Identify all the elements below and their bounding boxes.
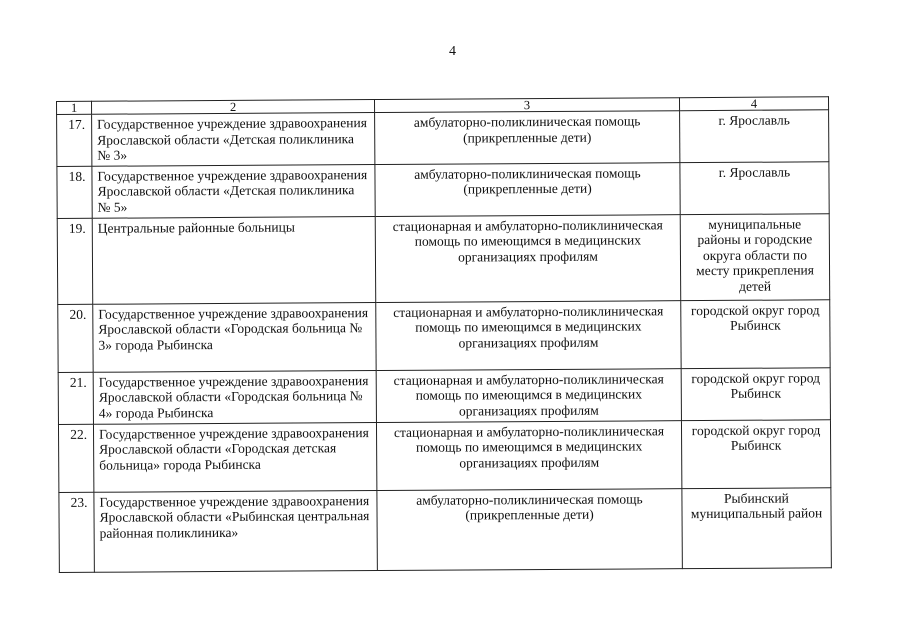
organization-cell: Государственное учреждение здравоохранения Ярославской области «Городская больница № 3» города Рыбинска [93,302,376,372]
table-row [57,161,829,218]
row-number: 21. [58,372,93,424]
organization-cell: Государственное учреждение здравоохранения Ярославской области «Рыбинская центральная районная поликлиника» [94,490,377,572]
territory-cell: городской округ город Рыбинск [681,367,830,420]
row-number: 20. [58,304,93,372]
care-type-cell: стационарная и амбулаторно-поликлиническая помощь по имеющимся в медицинских организациях профилям [376,300,681,370]
territory-cell: г. Ярославль [680,110,829,162]
territory-cell: Рыбинский муниципальный район [682,487,831,568]
row-number: 17. [57,114,92,166]
organization-cell: Государственное учреждение здравоохранения Ярославской области «Детская поликлиника № 5» [92,164,375,218]
care-type-cell: стационарная и амбулаторно-поликлиническая помощь по имеющимся в медицинских организациях профилям [375,214,681,302]
table-row [58,419,830,492]
table-row [59,487,831,572]
territory-cell: г. Ярославль [680,161,829,214]
organization-cell: Государственное учреждение здравоохранения Ярославской области «Городская детская больница» города Рыбинска [93,422,376,492]
table-row [58,299,830,372]
medical-organizations-table [56,96,832,572]
header-col-4: 4 [679,97,828,111]
row-number: 19. [57,218,93,304]
table-row [57,213,830,304]
territory-cell: городской округ город Рыбинск [681,419,830,488]
care-type-cell: амбулаторно-поликлиническая помощь (прикрепленные дети) [375,111,680,164]
row-number: 22. [58,424,93,492]
care-type-cell: амбулаторно-поликлиническая помощь (прикрепленные дети) [377,488,682,570]
header-col-2: 2 [92,100,375,115]
header-col-3: 3 [374,98,679,113]
page-number: 4 [449,44,456,59]
care-type-cell: стационарная и амбулаторно-поликлиническая помощь по имеющимся в медицинских организациях профилям [376,420,681,490]
organization-cell: Государственное учреждение здравоохранения Ярославской области «Детская поликлиника № 3» [92,113,375,166]
row-number: 23. [59,492,94,572]
territory-cell: городской округ город Рыбинск [681,299,830,368]
care-type-cell: стационарная и амбулаторно-поликлиническая помощь по имеющимся в медицинских организациях профилям [376,368,681,422]
table-row [57,110,829,166]
table-row [58,367,830,424]
header-col-1: 1 [57,101,92,114]
care-type-cell: амбулаторно-поликлиническая помощь (прикрепленные дети) [375,162,680,216]
organization-cell: Центральные районные больницы [92,216,376,304]
row-number: 18. [57,166,92,218]
organization-cell: Государственное учреждение здравоохранения Ярославской области «Городская больница № 4» города Рыбинска [93,370,376,424]
territory-cell: муниципальные районы и городские округа области по месту прикрепления детей [680,213,830,300]
